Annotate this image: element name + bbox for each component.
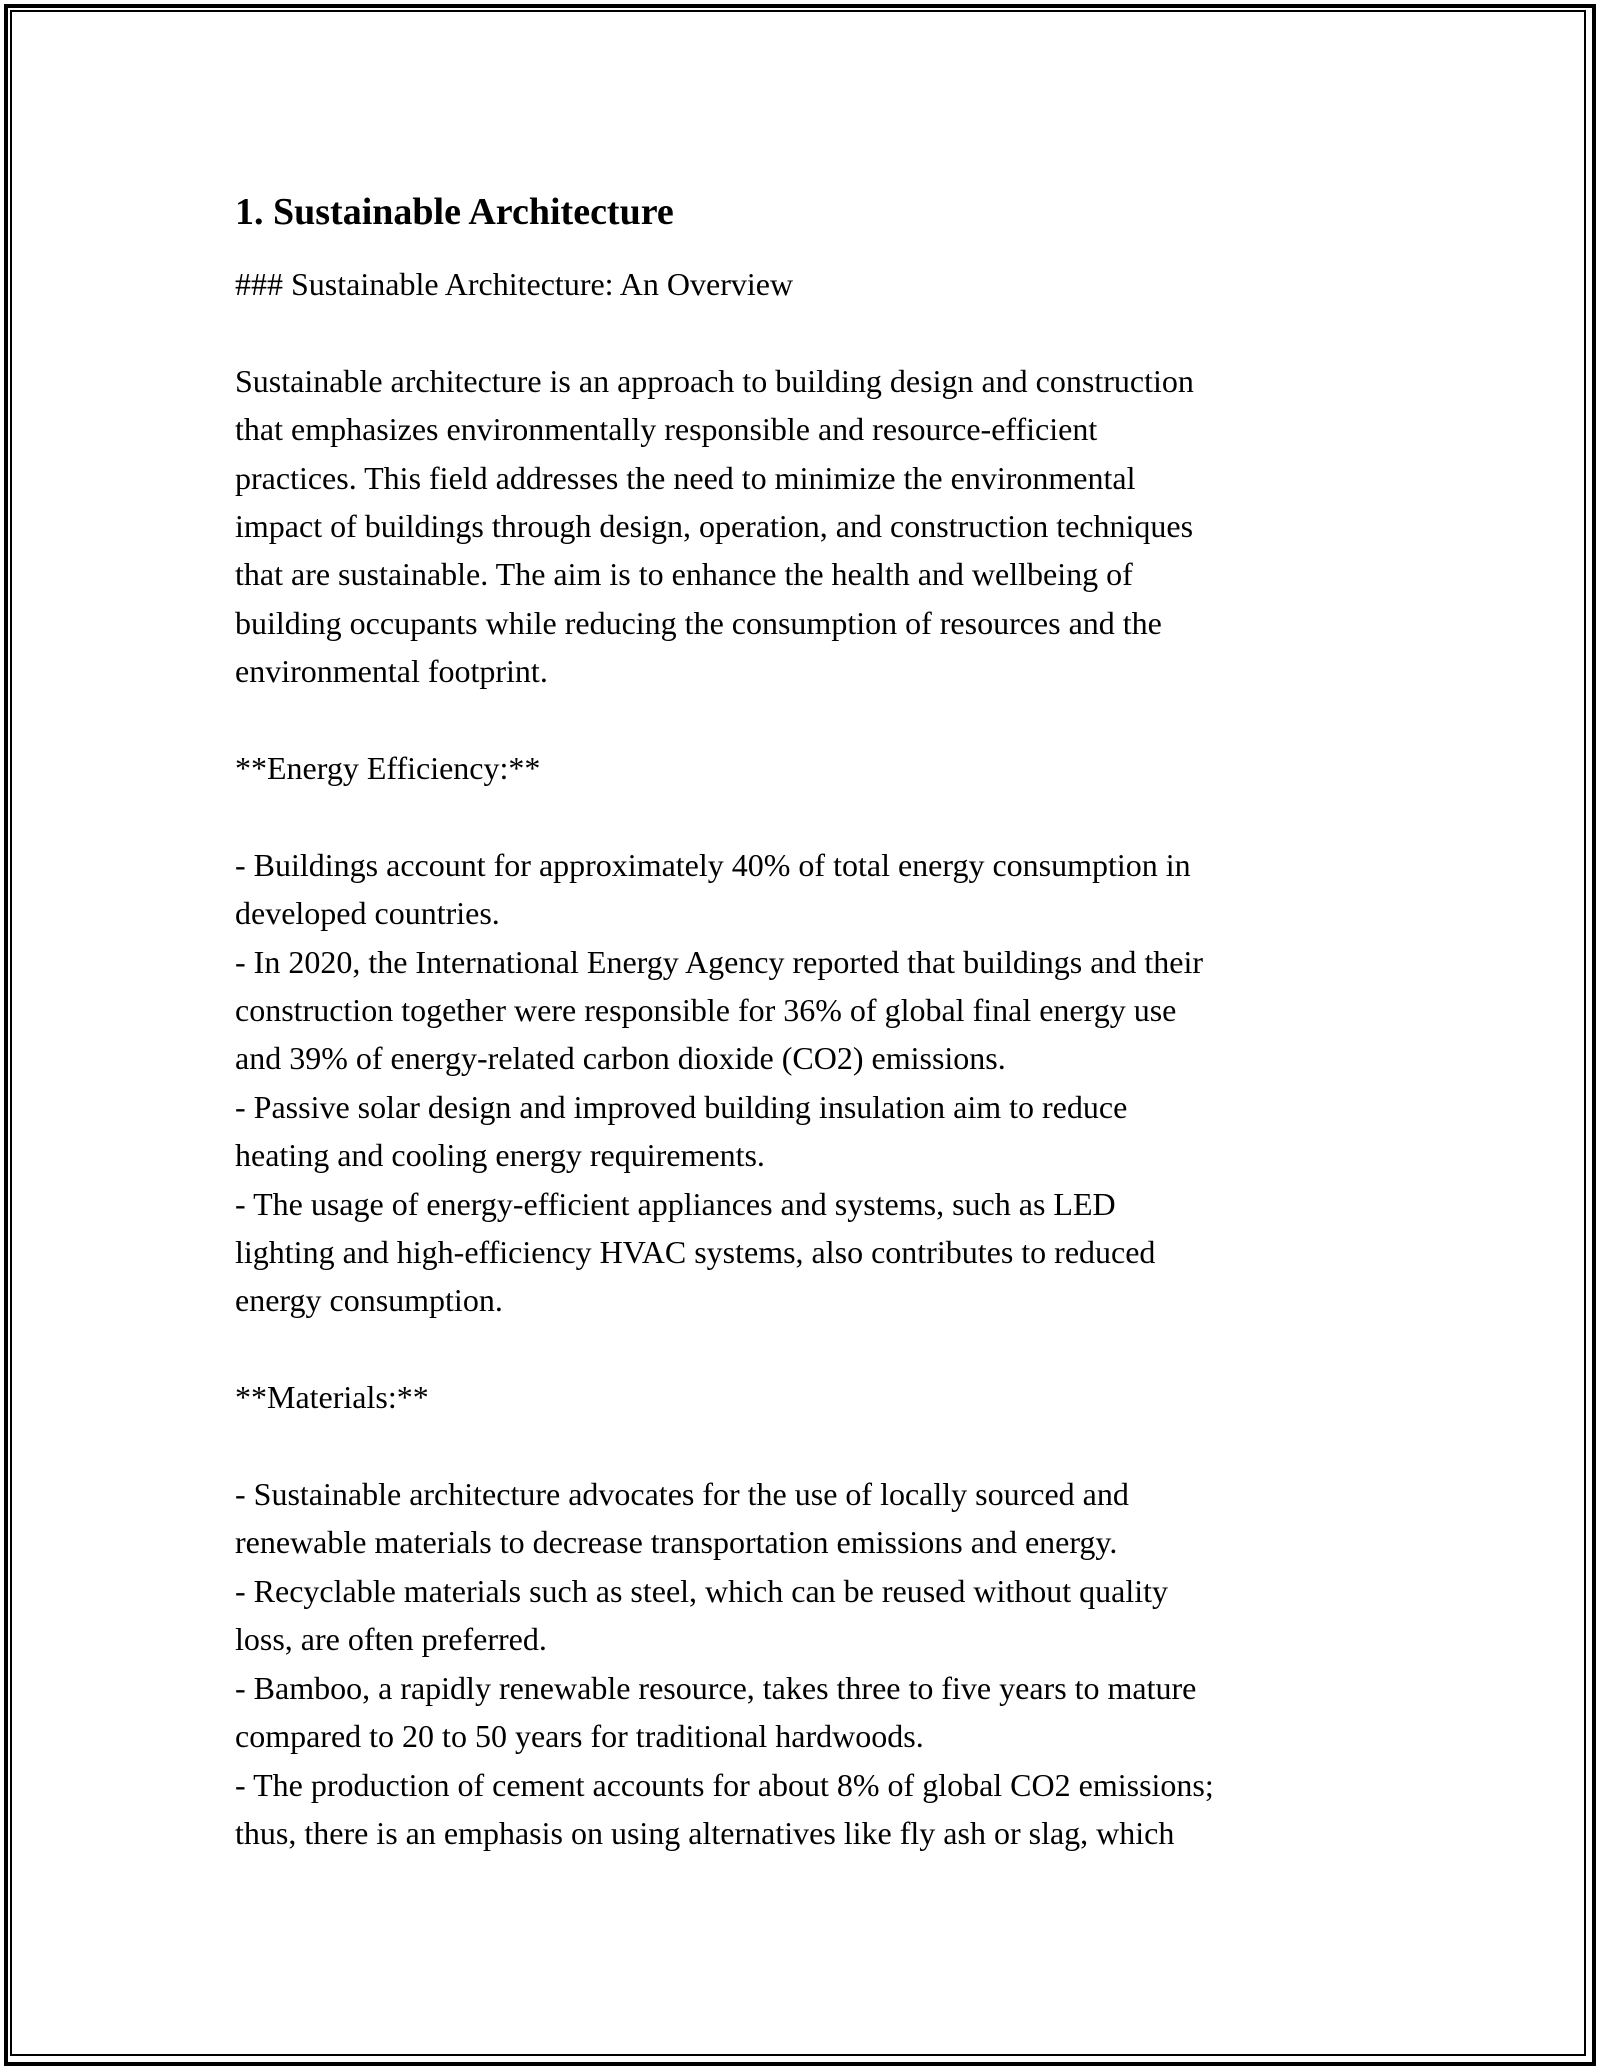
text-line: that are sustainable. The aim is to enhance the health and wellbeing of [235,556,1133,593]
text-line: - Passive solar design and improved building insulation aim to reduce [235,1088,1128,1125]
paragraph-gap [235,308,1365,356]
paragraph-gap [235,696,1365,744]
text-line: building occupants while reducing the consumption of resources and the [235,604,1162,641]
text-line: - Recyclable materials such as steel, which can be reused without quality [235,1572,1169,1609]
text-line: energy consumption. [235,1282,503,1319]
text-line: ### Sustainable Architecture: An Overview [235,266,794,302]
text-line: **Energy Efficiency:** [235,750,541,787]
text-line: practices. This field addresses the need to minimize the environmental [235,459,1136,496]
text-line: environmental footprint. [235,653,548,690]
text-line: - Bamboo, a rapidly renewable resource, takes three to five years to mature [235,1669,1197,1706]
text-line: **Materials:** [235,1379,429,1416]
text-line: and 39% of energy-related carbon dioxide (CO2) emissions. [235,1040,1006,1077]
text-line: - Buildings account for approximately 40% of total energy consumption in [235,846,1191,883]
text-line: developed countries. [235,895,500,932]
text-line: thus, there is an emphasis on using alternatives like fly ash or slag, which [235,1814,1175,1851]
text-line: loss, are often preferred. [235,1621,547,1658]
text-line: renewable materials to decrease transportation emissions and energy. [235,1524,1118,1561]
paragraph-gap [235,1325,1365,1373]
section-title: 1. Sustainable Architecture [235,191,674,233]
text-line: - In 2020, the International Energy Agency reported that buildings and their [235,943,1204,980]
text-line: lighting and high-efficiency HVAC systems, also contributes to reduced [235,1234,1156,1271]
text-line: - The production of cement accounts for about 8% of global CO2 emissions; [235,1766,1214,1803]
text-line: - The usage of energy-efficient appliances and systems, such as LED [235,1185,1116,1222]
text-line: compared to 20 to 50 years for traditional hardwoods. [235,1718,924,1755]
text-line: that emphasizes environmentally responsible and resource-efficient [235,411,1098,448]
text-line: - Sustainable architecture advocates for the use of locally sourced and [235,1476,1129,1513]
text-line: Sustainable architecture is an approach to building design and construction [235,362,1194,399]
paragraph-gap [235,792,1365,840]
text-line: construction together were responsible for 36% of global final energy use [235,992,1177,1029]
text-line: impact of buildings through design, operation, and construction techniques [235,508,1194,545]
paragraph-gap [235,1422,1365,1470]
document-body [235,186,1365,1857]
text-line: heating and cooling energy requirements. [235,1137,765,1174]
document-text-blocks [235,260,1365,1857]
